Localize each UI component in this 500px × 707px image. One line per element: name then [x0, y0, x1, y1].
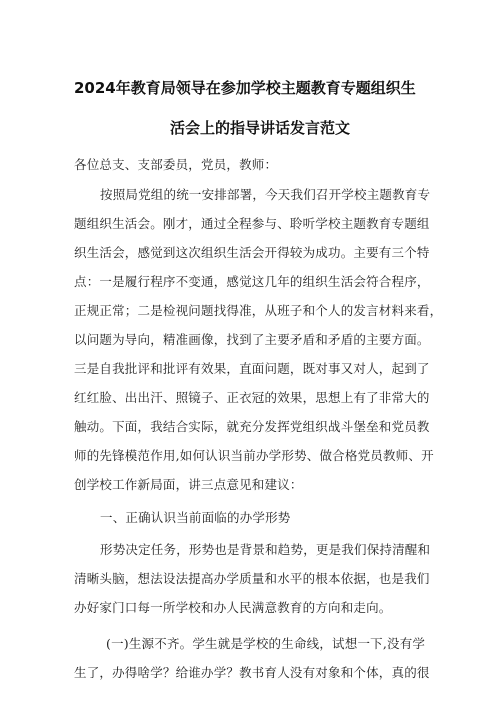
paragraph-line: 织生活会，感觉到这次组织生活会开得较为成功。主要有三个特: [74, 245, 430, 260]
paragraph-line: 点：一是履行程序不变通，感觉这几年的组织生活会符合程序，: [74, 274, 430, 289]
paragraph-line: 触动。下面，我结合实际，就充分发挥党组织战斗堡垒和党员教: [74, 419, 430, 434]
salutation: 各位总支、支部委员，党员，教师：: [74, 157, 278, 172]
paragraph-line: 创学校工作新局面，讲三点意见和建议：: [74, 477, 303, 492]
paragraph-line: 正规正常；二是检视问题找得准，从班子和个人的发言材料来看，: [74, 303, 443, 318]
paragraph-line: 以问题为导向，精准画像，找到了主要矛盾和矛盾的主要方面。: [74, 332, 430, 347]
document-title-line-2: 活会上的指导讲话发言范文: [170, 119, 351, 137]
paragraph-line: 师的先锋模范作用,如何认识当前办学形势、做合格党员教师、开: [74, 448, 434, 463]
paragraph-line: 办好家门口每一所学校和办人民满意教育的方向和走向。: [74, 600, 392, 615]
paragraph-line: 生了，办得啥学？给谁办学？教书育人没有对象和个体，真的很: [74, 665, 430, 680]
paragraph-line: 形势决定任务，形势也是背景和趋势，更是我们保持清醒和: [100, 542, 431, 557]
document-title-line-1: 2024年教育局领导在参加学校主题教育专题组织生: [74, 79, 416, 97]
paragraph-line: 三是自我批评和批评有效果，直面问题，既对事又对人，起到了: [74, 361, 430, 376]
paragraph-line: (一)生源不齐。学生就是学校的生命线，试想一下,没有学: [106, 636, 426, 651]
paragraph-line: 按照局党组的统一安排部署，今天我们召开学校主题教育专: [100, 187, 431, 202]
paragraph-line: 红红脸、出出汗、照镜子、正衣冠的效果，思想上有了非常大的: [74, 390, 430, 405]
paragraph-line: 题组织生活会。刚才，通过全程参与、聆听学校主题教育专题组: [74, 216, 430, 231]
section-heading: 一、正确认识当前面临的办学形势: [100, 510, 291, 525]
paragraph-line: 清晰头脑，想法设法提高办学质量和水平的根本依据，也是我们: [74, 571, 430, 586]
